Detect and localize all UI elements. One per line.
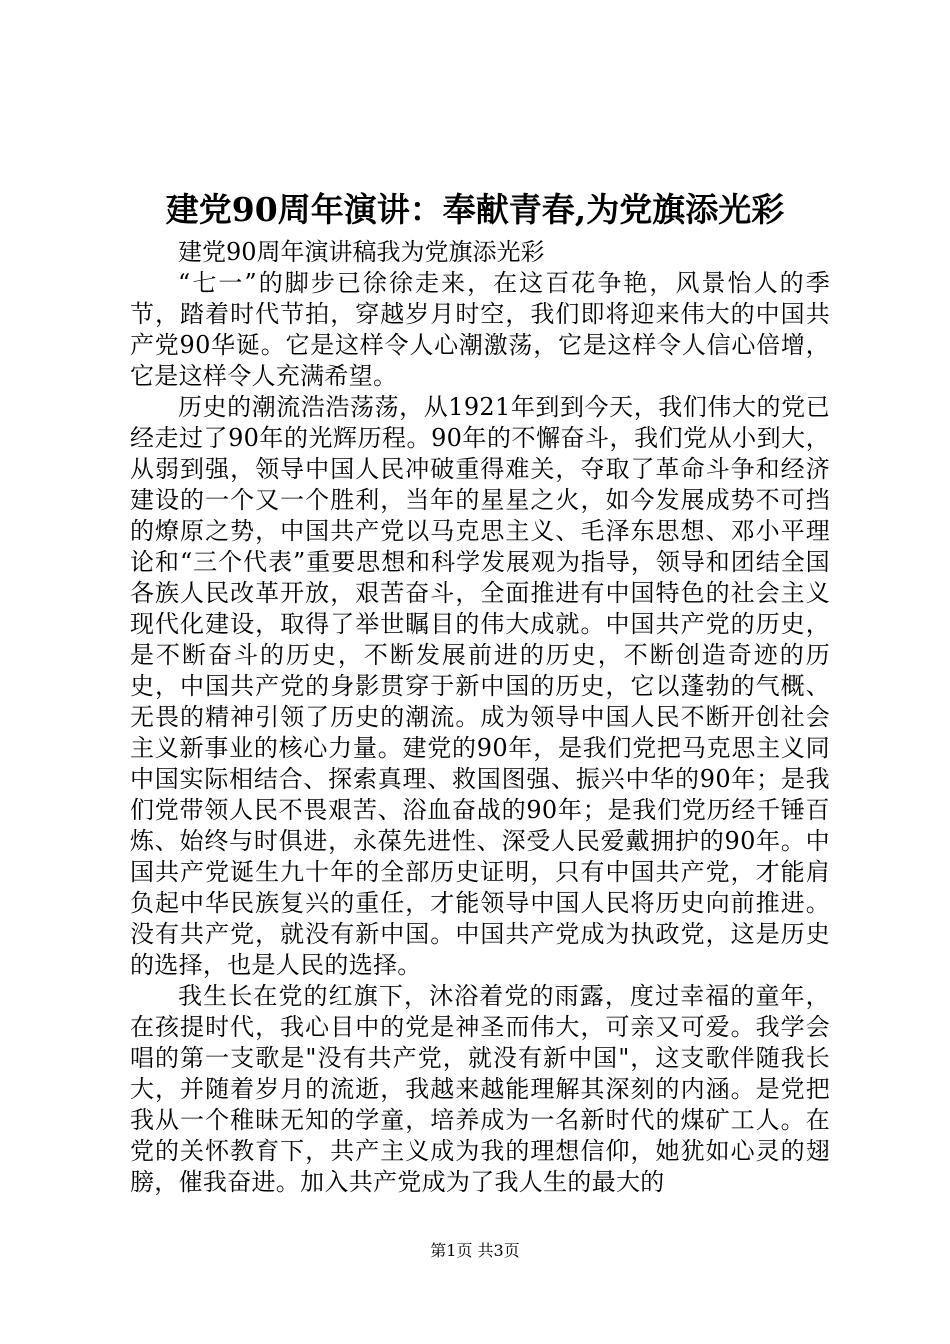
document-body xyxy=(130,237,830,1198)
document-title: 建党90周年演讲：奉献青春,为党旗添光彩 xyxy=(165,190,785,229)
paragraph-3: 我生长在党的红旗下，沐浴着党的雨露，度过幸福的童年，在孩提时代，我心目中的党是神圣而伟大，可亲又可爱。我学会唱的第一支歌是"没有共产党，就没有新中国"，这支歌伴随我长大，并随着岁月的流逝，我越来越能理解其深刻的内涵。是党把我从一个稚昧无知的学童，培养成为一名新时代的煤矿工人。在党的关怀教育下，共产主义成为我的理想信仰，她犹如心灵的翅膀，催我奋进。加入共产党成为了我人生的最大的 xyxy=(130,982,830,1196)
page-number-footer: 第1页 共3页 xyxy=(430,1241,520,1260)
document-subtitle: 建党90周年演讲稿我为党旗添光彩 xyxy=(178,238,545,266)
paragraph-1: “七一”的脚步已徐徐走来，在这百花争艳，风景怡人的季节，踏着时代节拍，穿越岁月时空，我们即将迎来伟大的中国共产党90华诞。它是这样令人心潮激荡，它是这样令人信心倍增，它是这样令人充满希望。 xyxy=(130,269,830,390)
paragraph-2: 历史的潮流浩浩荡荡，从1921年到到今天，我们伟大的党已经走过了90年的光辉历程。90年的不懈奋斗，我们党从小到大，从弱到强，领导中国人民冲破重得难关，夺取了革命斗争和经济建设的一个又一个胜利，当年的星星之火，如今发展成势不可挡的燎原之势，中国共产党以马克思主义、毛泽东思想、邓小平理论和“三个代表”重要思想和科学发展观为指导，领导和团结全国各族人民改革开放，艰苦奋斗，全面推进有中国特色的社会主义现代化建设，取得了举世瞩目的伟大成就。中国共产党的历史，是不断奋斗的历史，不断发展前进的历史，不断创造奇迹的历史，中国共产党的身影贯穿于新中国的历史，它以蓬勃的气概、无畏的精神引领了历史的潮流。成为领导中国人民不断开创社会主义新事业的核心力量。建党的90年，是我们党把马克思主义同中国实际相结合、探索真理、救国图强、振兴中华的90年；是我们党带领人民不畏艰苦、浴血奋战的90年；是我们党历经千锤百炼、始终与时俱进，永葆先进性、深受人民爱戴拥护的90年。中国共产党诞生九十年的全部历史证明，只有中国共产党，才能肩负起中华民族复兴的重任，才能领导中国人民将历史向前推进。没有共产党，就没有新中国。中国共产党成为执政党，这是历史的选择，也是人民的选择。 xyxy=(130,393,830,979)
